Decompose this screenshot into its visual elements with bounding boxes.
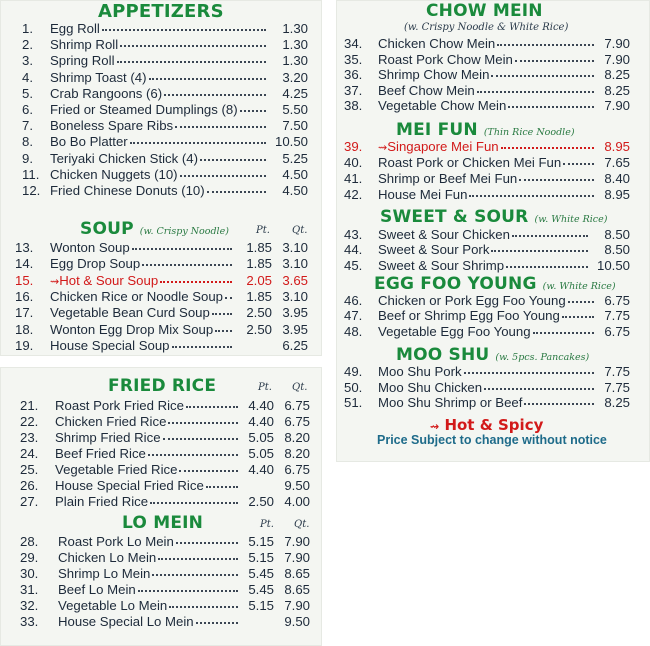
item-name: Hot & Sour Soup [59, 272, 159, 288]
item-number: 31. [20, 581, 39, 597]
item-price: 1.30 [282, 21, 308, 36]
menu-item [344, 83, 630, 99]
item-number: 19. [15, 337, 34, 353]
item-price: 4.50 [282, 183, 308, 198]
dot-leader [212, 313, 232, 315]
item-number: 38. [344, 98, 363, 114]
dot-leader [130, 142, 266, 144]
quart-price: 7.90 [284, 549, 310, 565]
dot-leader [164, 94, 266, 96]
chili-pepper-icon: ⇝ [378, 142, 388, 154]
quart-price: 3.10 [282, 256, 308, 272]
quart-price: 6.75 [284, 462, 310, 477]
item-price: 6.75 [604, 323, 630, 339]
item-name: House Mei Fun [378, 186, 468, 202]
item-price: 7.75 [604, 379, 630, 395]
sweet-sour-title [380, 207, 607, 227]
item-name: House Special Fried Rice [55, 478, 204, 493]
item-number: 23. [20, 430, 39, 445]
item-price: 10.50 [274, 134, 308, 150]
item-number: 21. [20, 398, 39, 413]
item-name: Shrimp Lo Mein [58, 565, 151, 581]
item-number: 18. [15, 321, 34, 337]
dot-leader [512, 235, 588, 237]
item-price: 7.65 [604, 154, 630, 170]
egg-foo-young-title-text: EGG FOO YOUNG [374, 274, 537, 294]
item-number: 5. [22, 85, 33, 101]
menu-item [20, 446, 310, 462]
item-name: Plain Fried Rice [55, 494, 149, 509]
dot-leader [158, 558, 238, 560]
quart-price: 9.50 [284, 478, 310, 493]
menu-item [344, 395, 630, 411]
menu-item [22, 102, 308, 118]
menu-item [22, 134, 308, 150]
item-name: Fried Chinese Donuts (10) [50, 183, 205, 198]
item-number: 41. [344, 170, 363, 186]
item-name: Shrimp Chow Mein [378, 67, 490, 83]
sweet-sour-title-text: SWEET & SOUR [380, 207, 529, 227]
item-number: 27. [20, 494, 39, 509]
moo-shu-subtitle: (w. 5pcs. Pancakes) [495, 352, 590, 363]
item-name: Roast Pork or Chicken Mei Fun [378, 154, 562, 170]
item-name: Roast Pork Chow Mein [378, 51, 513, 67]
item-number: 30. [20, 565, 39, 581]
item-name: Vegetable Bean Curd Soup [50, 305, 210, 321]
item-name: House Special Soup [50, 337, 170, 353]
item-name: Shrimp or Beef Mei Fun [378, 170, 518, 186]
item-price: 7.75 [604, 364, 630, 379]
dot-leader [515, 60, 594, 62]
quart-price: 8.65 [284, 565, 310, 581]
item-name: Fried or Steamed Dumplings (8) [50, 102, 238, 117]
item-name: Beef Fried Rice [55, 446, 146, 461]
quart-price: 8.65 [284, 581, 310, 597]
item-price: 8.50 [604, 227, 630, 242]
item-number: 44. [344, 242, 363, 258]
dot-leader [533, 332, 594, 334]
dot-leader [484, 388, 594, 390]
item-number: 3. [22, 53, 33, 69]
item-name: Chicken or Pork Egg Foo Young [378, 293, 566, 308]
egg-foo-young-subtitle: (w. White Rice) [542, 281, 616, 292]
dot-leader [186, 406, 238, 408]
item-price: 1.30 [282, 53, 308, 69]
menu-item [15, 305, 308, 321]
item-name: Vegetable Fried Rice [55, 462, 178, 477]
pint-price: 4.40 [248, 462, 274, 477]
item-number: 14. [15, 256, 34, 272]
chili-pepper-icon: ⇝ [430, 420, 440, 433]
item-name: Chicken Chow Mein [378, 36, 496, 51]
menu-item [344, 98, 630, 114]
dot-leader [562, 316, 594, 318]
item-name: Vegetable Egg Foo Young [378, 323, 531, 339]
sweet-sour-subtitle: (w. White Rice) [534, 214, 608, 225]
soup-title [80, 219, 229, 239]
item-name: Chicken Rice or Noodle Soup [50, 288, 223, 304]
item-name: Vegetable Chow Mein [378, 98, 507, 114]
item-price: 4.25 [282, 85, 308, 101]
item-number: 43. [344, 227, 363, 242]
item-name: Shrimp Toast (4) [50, 69, 147, 85]
item-name: Chicken Fried Rice [55, 414, 167, 429]
pint-price: 5.45 [248, 565, 274, 581]
moo-shu-title [396, 345, 589, 365]
item-name: Spring Roll [50, 53, 115, 69]
pint-price: 5.15 [248, 549, 274, 565]
dot-leader [206, 486, 238, 488]
item-number: 46. [344, 293, 363, 308]
menu-item [22, 70, 308, 86]
item-name: Sweet & Sour Chicken [378, 227, 510, 242]
item-number: 49. [344, 364, 363, 379]
item-price: 7.50 [282, 118, 308, 134]
pint-price: 4.40 [248, 398, 274, 413]
item-price: 8.40 [604, 170, 630, 186]
item-number: 6. [22, 102, 33, 117]
menu-item [15, 338, 308, 354]
lo-mein-pt-header: Pt. [260, 519, 274, 530]
item-price: 7.90 [604, 36, 630, 51]
dot-leader [120, 45, 266, 47]
quart-price: 6.75 [284, 398, 310, 413]
dot-leader [142, 264, 232, 266]
quart-price: 4.00 [284, 494, 310, 509]
item-name: Moo Shu Shrimp or Beef [378, 395, 523, 410]
fried-rice-lo-mein-panel [0, 367, 322, 646]
quart-price: 9.50 [284, 613, 310, 629]
item-name: Shrimp Fried Rice [55, 430, 161, 445]
menu-item [22, 151, 308, 167]
menu-item [344, 380, 630, 396]
item-price: 7.90 [604, 98, 630, 114]
menu-item [344, 52, 630, 68]
item-name: Chicken Lo Mein [58, 549, 157, 565]
menu-item [22, 21, 308, 37]
item-number: 51. [344, 395, 363, 410]
dot-leader [168, 422, 238, 424]
item-name: Beef Lo Mein [58, 581, 136, 597]
item-name: Crab Rangoons (6) [50, 85, 163, 101]
item-price: 7.90 [604, 51, 630, 67]
menu-item [344, 293, 630, 309]
item-number: 32. [20, 597, 39, 613]
menu-item [20, 398, 310, 414]
dot-leader [215, 330, 232, 332]
menu-item [20, 582, 310, 598]
dot-leader [225, 297, 232, 299]
appetizers-title: APPETIZERS [98, 1, 224, 22]
item-name: Sweet & Sour Shrimp [378, 257, 505, 273]
mei-fun-subtitle: (Thin Rice Noodle) [483, 127, 575, 138]
dot-leader [102, 29, 266, 31]
item-price: 1.30 [282, 37, 308, 53]
mei-fun-title [396, 120, 575, 140]
quart-price: 3.95 [282, 321, 308, 337]
dot-leader [172, 346, 233, 348]
menu-item [22, 118, 308, 134]
item-name: Teriyaki Chicken Stick (4) [50, 150, 199, 166]
menu-item [344, 155, 630, 171]
menu-item [344, 139, 630, 155]
menu-item [344, 171, 630, 187]
item-number: 39. [344, 139, 363, 154]
menu-item [20, 614, 310, 630]
item-number: 17. [15, 305, 34, 321]
item-name: Wonton Soup [50, 240, 130, 255]
item-name: Sweet & Sour Pork [378, 242, 490, 258]
item-number: 35. [344, 51, 363, 67]
egg-foo-young-title [374, 274, 616, 294]
item-number: 15. [15, 272, 34, 288]
item-name: Bo Bo Platter [50, 134, 128, 150]
pint-price: 1.85 [246, 288, 272, 304]
item-price: 8.95 [604, 139, 630, 154]
dot-leader [150, 502, 238, 504]
menu-item [344, 324, 630, 340]
menu-item [344, 187, 630, 203]
item-price: 10.50 [596, 257, 630, 273]
pint-price: 2.50 [248, 494, 274, 509]
menu-item [20, 598, 310, 614]
dot-leader [200, 159, 266, 161]
pint-price: 2.50 [246, 321, 272, 337]
menu-item [20, 494, 310, 510]
menu-item [15, 240, 308, 256]
item-number: 45. [344, 257, 363, 273]
item-number: 26. [20, 478, 39, 493]
dot-leader [117, 61, 266, 63]
menu-item [22, 53, 308, 69]
item-price: 5.50 [282, 102, 308, 117]
fried-rice-title: FRIED RICE [108, 376, 217, 396]
moo-shu-title-text: MOO SHU [396, 345, 490, 365]
dot-leader [196, 622, 238, 624]
menu-item [20, 430, 310, 446]
fried-rice-qt-header: Qt. [292, 382, 308, 393]
soup-qt-header: Qt. [292, 225, 308, 236]
quart-price: 3.10 [282, 240, 308, 255]
item-name: Chicken Nuggets (10) [50, 166, 178, 182]
chow-mein-title: CHOW MEIN [426, 1, 543, 21]
quart-price: 6.25 [282, 337, 308, 353]
dot-leader [132, 248, 232, 250]
dot-leader [501, 147, 594, 149]
dot-leader [160, 281, 232, 283]
item-number: 25. [20, 462, 39, 477]
quart-price: 8.20 [284, 430, 310, 445]
item-number: 48. [344, 323, 363, 339]
quart-price: 7.90 [284, 534, 310, 549]
item-price: 8.25 [604, 395, 630, 410]
dot-leader [519, 179, 594, 181]
item-price: 3.20 [282, 69, 308, 85]
pint-price: 2.50 [246, 305, 272, 321]
chili-pepper-icon: ⇝ [50, 275, 60, 288]
item-number: 22. [20, 414, 39, 429]
menu-item [22, 167, 308, 183]
dot-leader [506, 266, 588, 268]
quart-price: 3.65 [282, 272, 308, 288]
dot-leader [138, 590, 238, 592]
menu-item [344, 258, 630, 274]
item-price: 5.25 [282, 150, 308, 166]
item-number: 50. [344, 379, 363, 395]
item-name: Moo Shu Chicken [378, 379, 483, 395]
dot-leader [464, 372, 594, 374]
dot-leader [169, 606, 238, 608]
item-number: 28. [20, 534, 39, 549]
menu-item [22, 183, 308, 199]
item-name: House Special Lo Mein [58, 613, 194, 629]
item-number: 37. [344, 82, 363, 98]
item-name: Moo Shu Pork [378, 364, 462, 379]
right-menu-panel [336, 0, 650, 462]
dot-leader [176, 542, 238, 544]
item-number: 9. [22, 150, 33, 166]
pint-price: 1.85 [246, 240, 272, 255]
item-name: Egg Roll [50, 21, 100, 36]
item-price: 7.75 [604, 308, 630, 324]
price-notice: Price Subject to change without notice [377, 433, 607, 447]
menu-item [22, 37, 308, 53]
menu-item [20, 462, 310, 478]
item-name: Boneless Spare Ribs [50, 118, 174, 134]
dot-leader [491, 75, 594, 77]
pint-price: 1.85 [246, 256, 272, 272]
quart-price: 3.95 [282, 305, 308, 321]
hot-spicy-note [430, 416, 543, 434]
quart-price: 3.10 [282, 288, 308, 304]
chow-mein-subtitle: (w. Crispy Noodle & White Rice) [404, 22, 569, 33]
item-name: Egg Drop Soup [50, 256, 141, 272]
menu-item [344, 308, 630, 324]
menu-item [344, 67, 630, 83]
dot-leader [469, 195, 594, 197]
item-name: Beef Chow Mein [378, 82, 475, 98]
item-name: Roast Pork Lo Mein [58, 534, 174, 549]
dot-leader [491, 250, 588, 252]
item-price: 4.50 [282, 166, 308, 182]
pint-price: 5.45 [248, 581, 274, 597]
menu-item [344, 36, 630, 52]
item-name: Wonton Egg Drop Mix Soup [50, 321, 214, 337]
item-number: 34. [344, 36, 363, 51]
item-name: Vegetable Lo Mein [58, 597, 168, 613]
menu-item [344, 242, 630, 258]
pint-price: 5.15 [248, 534, 274, 549]
menu-item [20, 414, 310, 430]
dot-leader [175, 126, 266, 128]
item-number: 12. [22, 183, 41, 198]
soup-pt-header: Pt. [256, 225, 270, 236]
item-price: 8.50 [604, 242, 630, 258]
item-price: 6.75 [604, 293, 630, 308]
item-number: 11. [22, 166, 40, 182]
dot-leader [180, 175, 266, 177]
dot-leader [568, 301, 594, 303]
dot-leader [477, 91, 594, 93]
pint-price: 5.05 [248, 446, 274, 461]
item-number: 33. [20, 613, 39, 629]
menu-item [22, 86, 308, 102]
quart-price: 8.20 [284, 446, 310, 461]
dot-leader [163, 438, 238, 440]
item-number: 13. [15, 240, 34, 255]
menu-item [20, 550, 310, 566]
item-number: 1. [22, 21, 33, 36]
item-number: 42. [344, 186, 363, 202]
menu-item [15, 322, 308, 338]
menu-item [15, 289, 308, 305]
item-name: Shrimp Roll [50, 37, 119, 53]
quart-price: 6.75 [284, 414, 310, 429]
menu-item [15, 256, 308, 272]
item-number: 7. [22, 118, 33, 134]
hot-spicy-label: Hot & Spicy [444, 416, 544, 434]
pint-price: 4.40 [248, 414, 274, 429]
menu-item [344, 227, 630, 243]
quart-price: 7.90 [284, 597, 310, 613]
menu-item [344, 364, 630, 380]
item-name: Singapore Mei Fun [387, 139, 499, 154]
pint-price: 2.05 [246, 272, 272, 288]
mei-fun-title-text: MEI FUN [396, 120, 478, 140]
dot-leader [508, 106, 594, 108]
soup-title-text: SOUP [80, 219, 134, 239]
item-name: Beef or Shrimp Egg Foo Young [378, 308, 560, 324]
dot-leader [240, 110, 266, 112]
dot-leader [207, 191, 266, 193]
pint-price: 5.15 [248, 597, 274, 613]
item-number: 4. [22, 69, 33, 85]
menu-item [20, 534, 310, 550]
dot-leader [524, 403, 594, 405]
item-number: 40. [344, 154, 363, 170]
dot-leader [148, 454, 238, 456]
dot-leader [149, 78, 267, 80]
item-number: 16. [15, 288, 34, 304]
item-number: 36. [344, 67, 363, 83]
item-price: 8.25 [604, 82, 630, 98]
item-number: 24. [20, 446, 39, 461]
lo-mein-qt-header: Qt. [294, 519, 310, 530]
fried-rice-pt-header: Pt. [258, 382, 272, 393]
item-price: 8.25 [604, 67, 630, 83]
menu-item [20, 566, 310, 582]
soup-subtitle: (w. Crispy Noodle) [139, 226, 229, 237]
menu-item [20, 478, 310, 494]
pint-price: 5.05 [248, 430, 274, 445]
item-name: Roast Pork Fried Rice [55, 398, 184, 413]
left-menu-panel [0, 0, 322, 356]
dot-leader [179, 470, 238, 472]
dot-leader [152, 574, 238, 576]
item-number: 2. [22, 37, 33, 53]
item-price: 8.95 [604, 186, 630, 202]
dot-leader [563, 163, 594, 165]
item-number: 8. [22, 134, 33, 150]
item-number: 29. [20, 549, 39, 565]
lo-mein-title: LO MEIN [122, 513, 204, 533]
dot-leader [497, 44, 594, 46]
item-number: 47. [344, 308, 363, 324]
menu-item [15, 273, 308, 289]
